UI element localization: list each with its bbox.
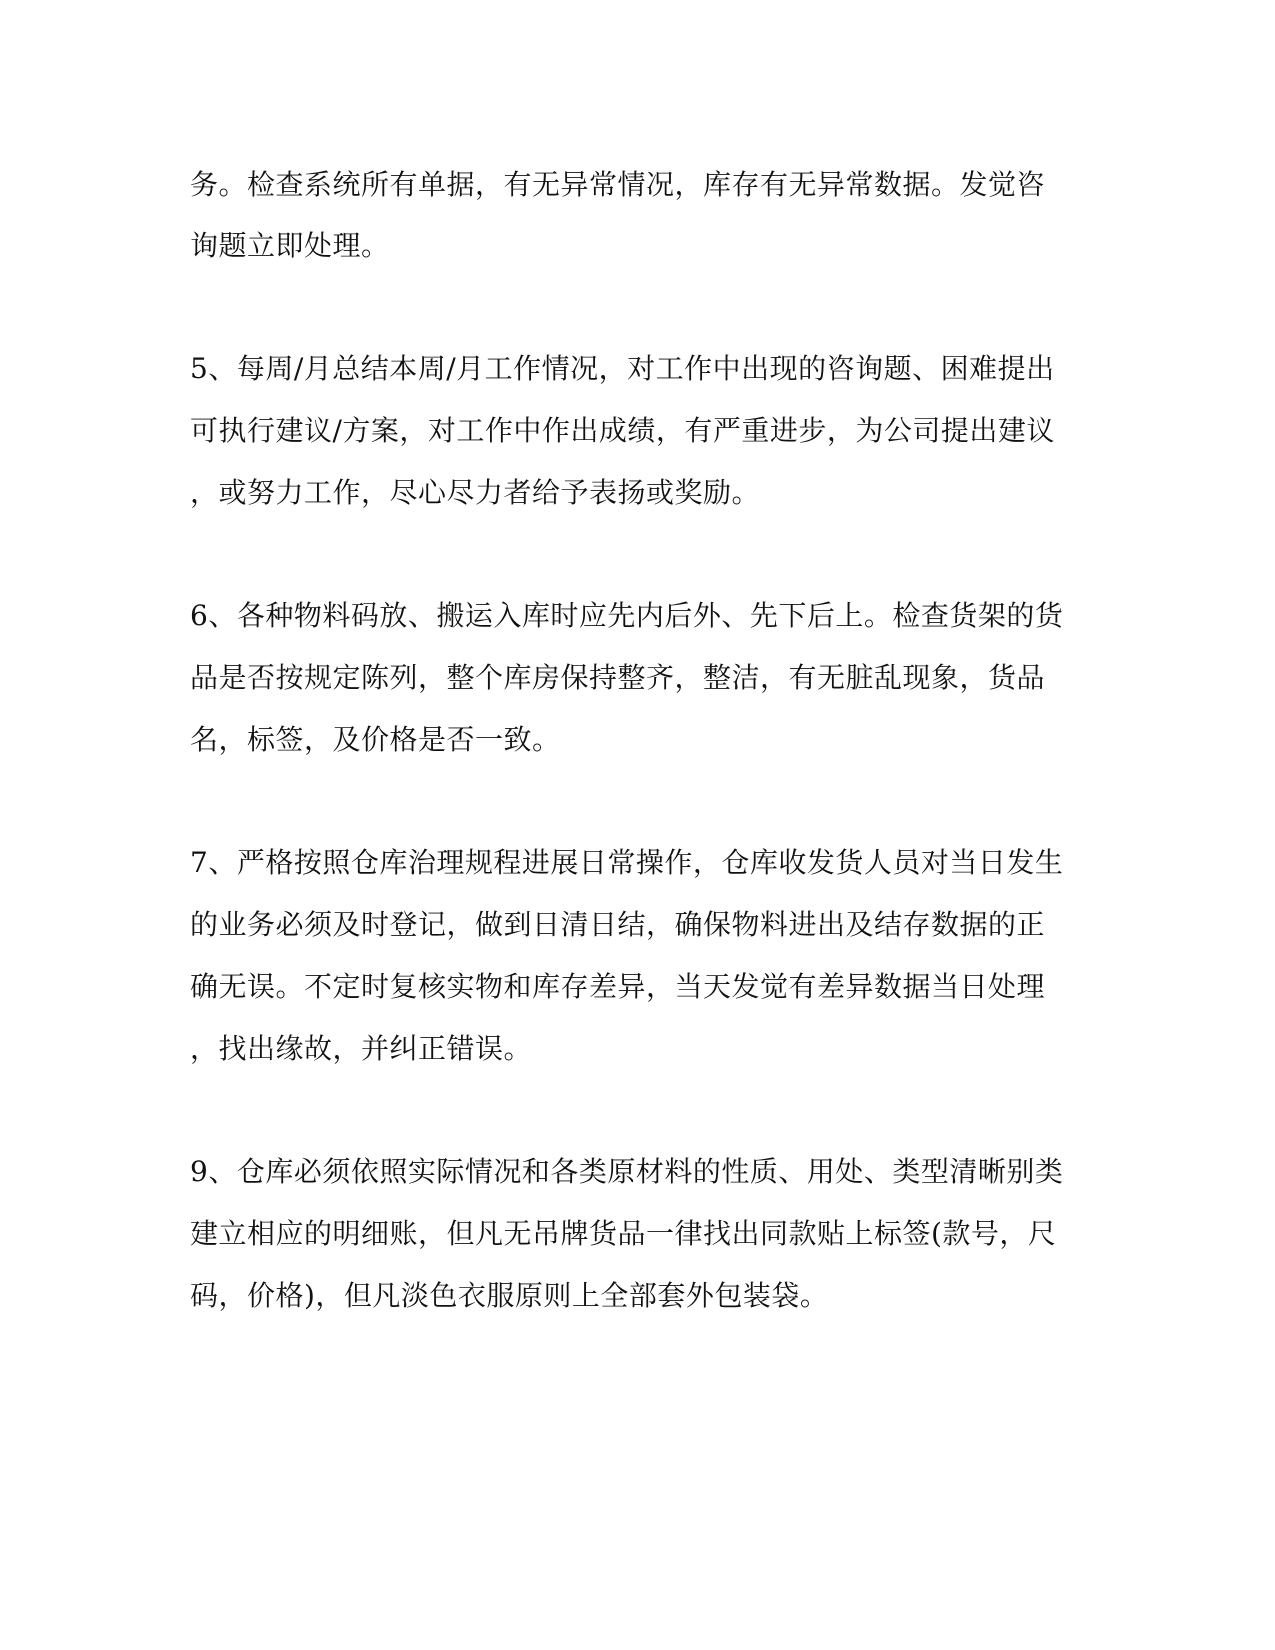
paragraph-4-line-2: 询题立即处理。 [190,229,390,262]
paragraph-7-line-3: 确无误。不定时复核实物和库存差异，当天发觉有差异数据当日处理 [190,970,1046,1003]
paragraph-7-line-4: ，找出缘故，并纠正错误。 [190,1032,533,1065]
paragraph-5-line-1: 5、每周/月总结本周/月工作情况，对工作中出现的咨询题、困难提出 [190,352,1055,385]
paragraph-9-line-2: 建立相应的明细账，但凡无吊牌货品一律找出同款贴上标签(款号，尺 [190,1217,1057,1250]
paragraph-9-line-3: 码，价格)，但凡淡色衣服原则上全部套外包装袋。 [190,1279,829,1312]
paragraph-6-line-3: 名，标签，及价格是否一致。 [190,723,561,756]
paragraph-4-line-1: 务。检查系统所有单据，有无异常情况，库存有无异常数据。发觉咨 [190,168,1046,201]
paragraph-5-line-2: 可执行建议/方案，对工作中作出成绩，有严重进步，为公司提出建议 [190,414,1055,447]
paragraph-9-line-1: 9、仓库必须依照实际情况和各类原材料的性质、用处、类型清晰别类 [190,1155,1064,1188]
paragraph-6-line-1: 6、各种物料码放、搬运入库时应先内后外、先下后上。检查货架的货 [190,599,1064,632]
paragraph-7-line-2: 的业务必须及时登记，做到日清日结，确保物料进出及结存数据的正 [190,908,1046,941]
paragraph-6-line-2: 品是否按规定陈列，整个库房保持整齐，整洁，有无脏乱现象，货品 [190,661,1046,694]
paragraph-5-line-3: ，或努力工作，尽心尽力者给予表扬或奖励。 [190,476,761,509]
paragraph-7-line-1: 7、严格按照仓库治理规程进展日常操作，仓库收发货人员对当日发生 [190,846,1064,879]
